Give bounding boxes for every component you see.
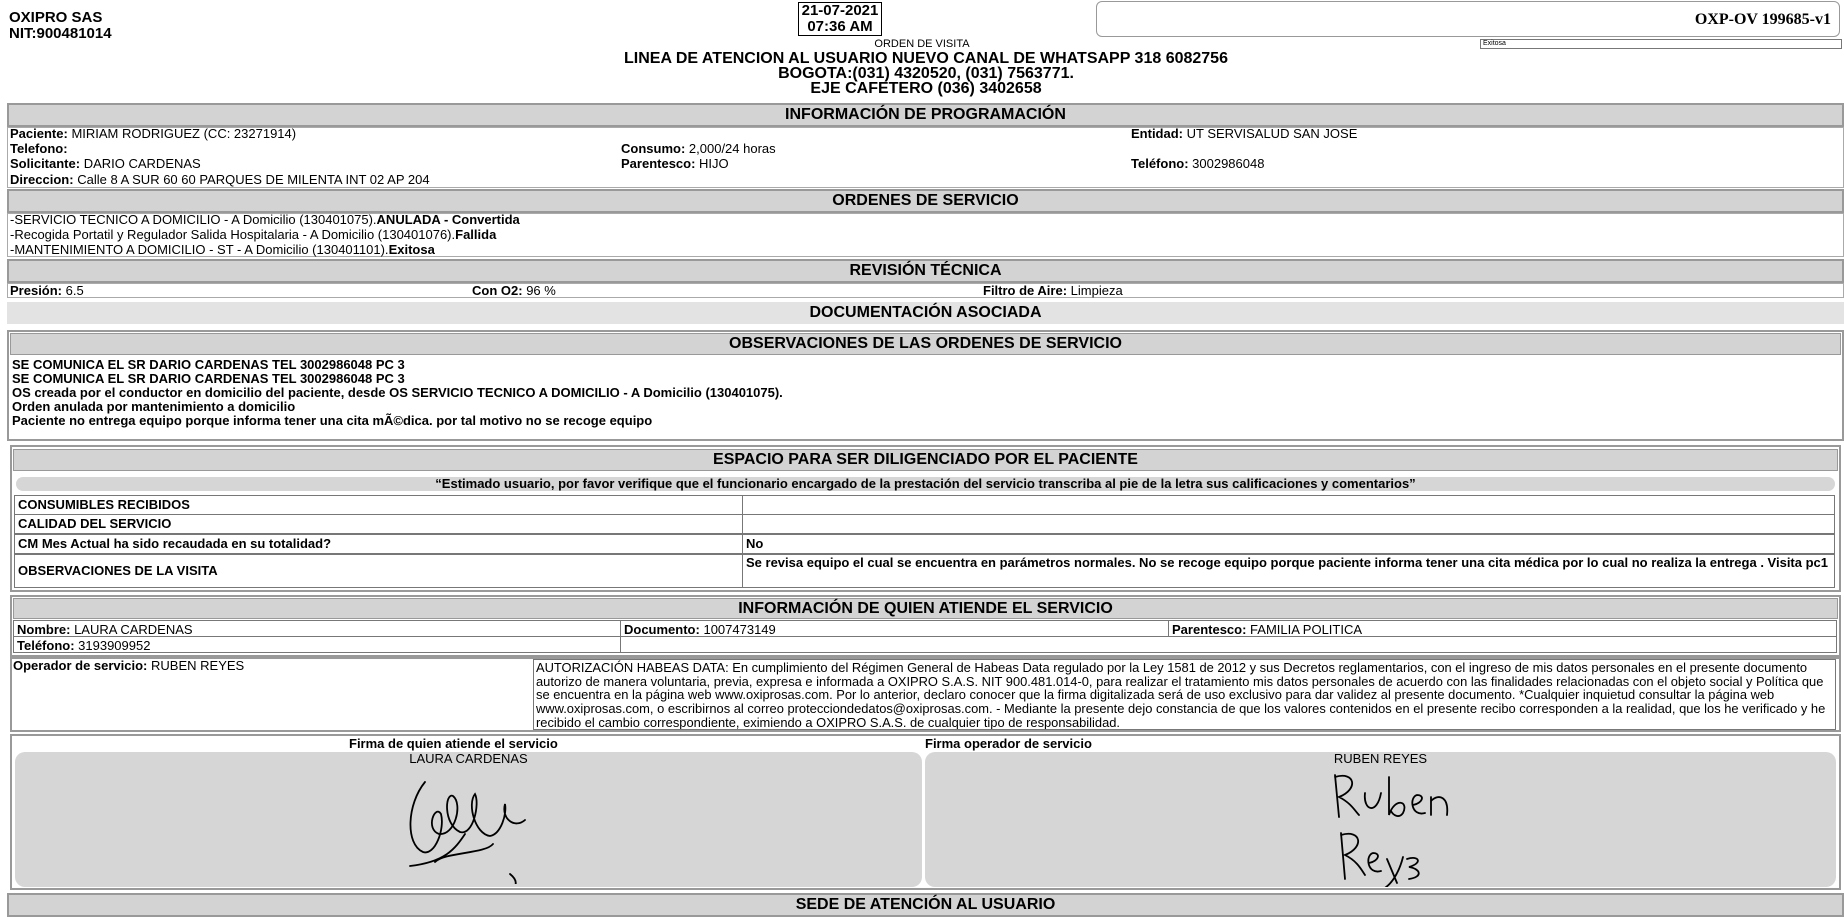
parentesco-field: Parentesco: HIJO [621, 156, 729, 171]
presion-value: 6.5 [65, 283, 84, 298]
telefono-atiende-field: Teléfono: 3193909952 [13, 636, 621, 653]
paciente-space-heading: ESPACIO PARA SER DILIGENCIADO POR EL PACIENTE [13, 449, 1838, 471]
calidad-label: CALIDAD DEL SERVICIO [14, 514, 743, 534]
sede-heading: SEDE DE ATENCIÓN AL USUARIO [7, 893, 1844, 917]
status-mini-box: Exitosa [1480, 39, 1842, 49]
order-code-box [1096, 1, 1840, 37]
filtro-value: Limpieza [1070, 283, 1123, 298]
direccion-field: Direccion: Calle 8 A SUR 60 60 PARQUES DE MILENTA INT 02 AP 204 [10, 172, 430, 187]
header-line-whatsapp: LINEA DE ATENCION AL USUARIO NUEVO CANAL DE WHATSAPP 318 6082756 [624, 50, 1228, 67]
o2-value: 96 % [526, 283, 556, 298]
header-line-bogota: BOGOTA:(031) 4320520, (031) 7563771. [778, 65, 1074, 82]
observaciones-visita-value: Se revisa equipo el cual se encuentra en parámetros normales. No se recoge equipo porque paciente informa tener una cita médica por lo cual no realiza la entrega . Visita pc1 [742, 554, 1835, 588]
paciente-field: Paciente: MIRIAM RODRIGUEZ (CC: 23271914) [10, 126, 297, 141]
firma-right-title: Firma operador de servicio [925, 736, 1092, 751]
firma-right-name: RUBEN REYES [1333, 751, 1428, 766]
observacion-line: OS creada por el conductor en domicilio del paciente, desde OS SERVICIO TECNICO A DOMICILIO - A Domicilio (130401075). [12, 385, 783, 400]
company-nit: NIT:900481014 [9, 25, 112, 42]
orden-item: -MANTENIMIENTO A DOMICILIO - ST - A Domicilio (130401101).Exitosa [10, 242, 435, 257]
solicitante-field: Solicitante: DARIO CARDENAS [10, 156, 201, 171]
consumibles-value [742, 495, 1835, 515]
filtro-field: Filtro de Aire: Limpieza [983, 283, 1123, 298]
header-line-eje: EJE CAFETERO (036) 3402658 [810, 80, 1042, 97]
orden-status: Fallida [455, 227, 497, 242]
nombre-value: LAURA CARDENAS [74, 622, 193, 637]
orden-status: ANULADA - Convertida [376, 212, 520, 227]
firma-left-panel [15, 752, 922, 887]
paciente-space-subtitle: “Estimado usuario, por favor verifique que el funcionario encargado de la prestación del servicio transcriba al pie de la letra sus calificaciones y comentarios” [16, 477, 1835, 491]
revision-panel [7, 283, 1844, 298]
telefono-atiende-value: 3193909952 [78, 638, 151, 653]
documentacion-heading: DOCUMENTACIÓN ASOCIADA [7, 302, 1844, 324]
orden-status: Exitosa [388, 242, 435, 257]
cm-label: CM Mes Actual ha sido recaudada en su totalidad? [14, 534, 743, 554]
datetime-box [798, 2, 882, 36]
header-lines [0, 51, 1844, 96]
firma-right-panel [925, 752, 1836, 887]
observacion-line: SE COMUNICA EL SR DARIO CARDENAS TEL 3002986048 PC 3 [12, 357, 405, 372]
atiende-heading: INFORMACIÓN DE QUIEN ATIENDE EL SERVICIO [13, 598, 1838, 619]
firma-left-name: LAURA CARDENAS [409, 751, 528, 766]
consumo-value: 2,000/24 horas [688, 141, 776, 156]
empty-cell [620, 636, 1837, 653]
telefono2-field: Teléfono: 3002986048 [1131, 156, 1265, 171]
parentesco-value: HIJO [699, 156, 729, 171]
ordenes-heading: ORDENES DE SERVICIO [7, 189, 1844, 213]
parentesco-atiende-field: Parentesco: FAMILIA POLITICA [1168, 620, 1837, 637]
doc-title: ORDEN DE VISITA [874, 38, 970, 50]
o2-field: Con O2: 96 % [472, 283, 556, 298]
telefono-field: Telefono: [10, 141, 68, 156]
visit-date: 21-07-2021 [801, 2, 879, 19]
cm-value: No [742, 534, 1835, 554]
observacion-line: Paciente no entrega equipo porque informa tener una cita mÃ©dica. por tal motivo no se recoge equipo [12, 413, 653, 428]
telefono2-value: 3002986048 [1192, 156, 1265, 171]
orden-item: -Recogida Portatil y Regulador Salida Hospitalaria - A Domicilio (130401076).Fallida [10, 227, 497, 242]
consumo-field: Consumo: 2,000/24 horas [621, 141, 776, 156]
direccion-value: Calle 8 A SUR 60 60 PARQUES DE MILENTA INT 02 AP 204 [77, 172, 430, 187]
company-name: OXIPRO SAS [9, 9, 103, 26]
calidad-value [742, 514, 1835, 534]
observaciones-visita-label: OBSERVACIONES DE LA VISITA [14, 554, 743, 588]
observacion-line: SE COMUNICA EL SR DARIO CARDENAS TEL 3002986048 PC 3 [12, 371, 405, 386]
documento-field: Documento: 1007473149 [620, 620, 1169, 637]
solicitante-value: DARIO CARDENAS [83, 156, 201, 171]
operador-field: Operador de servicio: RUBEN REYES [13, 658, 245, 673]
entidad-value: UT SERVISALUD SAN JOSE [1186, 126, 1358, 141]
order-code: OXP-OV 199685-v1 [1694, 11, 1831, 28]
paciente-value: MIRIAM RODRIGUEZ (CC: 23271914) [71, 126, 297, 141]
revision-heading: REVISIÓN TÉCNICA [7, 259, 1844, 283]
signature-left-image [405, 774, 555, 884]
observaciones-lines [12, 358, 783, 428]
habeas-data-text: AUTORIZACIÓN HABEAS DATA: En cumplimiento del Régimen General de Habeas Data regulado por la Ley 1581 de 2012 y sus Decretos reglamentarios, con el ingreso de mis datos personales en el presente documento autorizo de manera voluntaria, previa, expresa e informada a OXIPRO S.A.S. NIT 900.481.014-0, para realizar el tratamiento mis datos personales de acuerdo con las finalidades relacionadas con el objeto social y Política que se encuentra en la página web www.oxiprosas.com. Por lo anterior, declaro conocer que la firma digitalizada será de uso exclusivo para dar validez al presente documento. *Cualquier inquietud consultar la página web www.oxiprosas.com, o escribirnos al correo protecciondedatos@oxiprosas.com. - Mediante la presente dejo constancia de que los valores contenidos en el presente recibo corresponden a la realidad, que los he verificado y he recibido el cambio correspondiente, eximiendo a OXIPRO S.A.S. de cualquier tipo de responsabilidad. [533, 659, 1836, 730]
programacion-heading: INFORMACIÓN DE PROGRAMACIÓN [7, 103, 1844, 127]
operador-value: RUBEN REYES [151, 658, 245, 673]
observacion-line: Orden anulada por mantenimiento a domicilio [12, 399, 296, 414]
visit-time: 07:36 AM [807, 18, 873, 35]
firma-left-title: Firma de quien atiende el servicio [349, 736, 558, 751]
presion-field: Presión: 6.5 [10, 283, 84, 298]
documento-value: 1007473149 [703, 622, 776, 637]
signature-right-image [1325, 767, 1475, 887]
observaciones-heading: OBSERVACIONES DE LAS ORDENES DE SERVICIO [10, 333, 1841, 355]
nombre-field: Nombre: LAURA CARDENAS [13, 620, 621, 637]
consumibles-label: CONSUMIBLES RECIBIDOS [14, 495, 743, 515]
entidad-field: Entidad: UT SERVISALUD SAN JOSE [1131, 126, 1358, 141]
orden-item: -SERVICIO TECNICO A DOMICILIO - A Domicilio (130401075).ANULADA - Convertida [10, 212, 520, 227]
parentesco-atiende-value: FAMILIA POLITICA [1250, 622, 1363, 637]
